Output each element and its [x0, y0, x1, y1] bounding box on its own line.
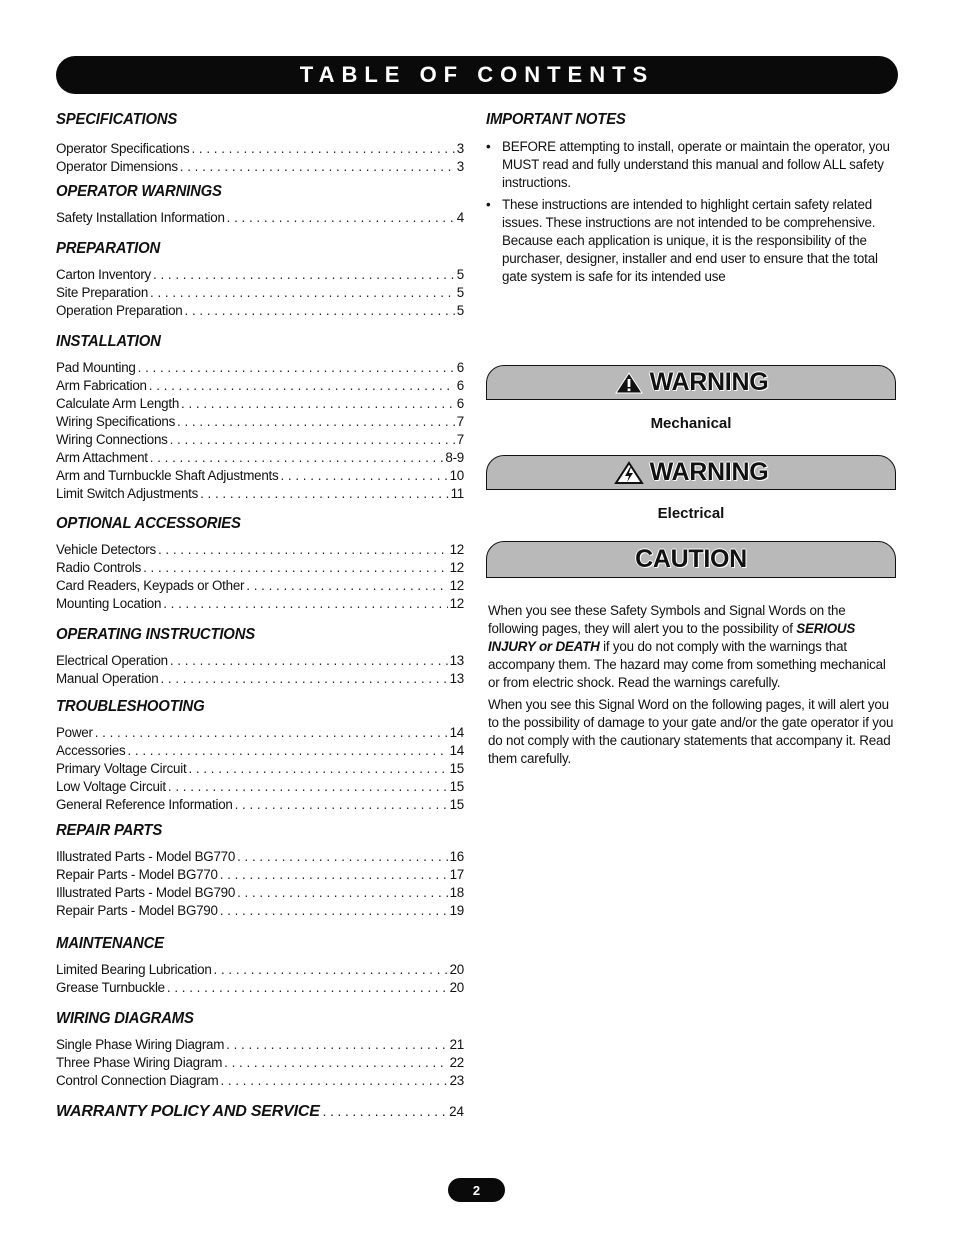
- toc-section-heading: REPAIR PARTS: [56, 822, 163, 839]
- toc-entry-page: 19: [449, 903, 464, 918]
- dot-leader: [227, 209, 455, 227]
- toc-section-heading: TROUBLESHOOTING: [56, 698, 205, 715]
- toc-entry-list: [56, 140, 464, 176]
- paragraph: When you see these Safety Symbols and Signal Words on the following pages, they will alert you to the possibility of SERIOUS INJURY or DEATH if you do not comply with the warnings that accompany them. The hazard may come from something mechanical or from electric shock. Read the warnings carefully.: [488, 603, 886, 690]
- dot-leader: [163, 595, 447, 613]
- toc-entry-page: 14: [449, 743, 464, 758]
- toc-entry-label: Wiring Connections: [56, 432, 168, 447]
- exclamation-triangle-icon: [614, 371, 644, 395]
- toc-entry: [56, 866, 464, 884]
- dot-leader: [149, 377, 455, 395]
- toc-entry: [56, 158, 464, 176]
- toc-entry-list: [56, 209, 464, 227]
- toc-entry: [56, 884, 464, 902]
- toc-entry: [56, 760, 464, 778]
- toc-entry-page: 12: [449, 560, 464, 575]
- toc-entry: [56, 577, 464, 595]
- toc-entry-page: 24: [449, 1104, 464, 1119]
- toc-entry-label: Carton Inventory: [56, 267, 151, 282]
- toc-entry-label: Arm Fabrication: [56, 378, 147, 393]
- dot-leader: [143, 559, 448, 577]
- title-bar: [56, 56, 898, 94]
- note-item: • BEFORE attempting to install, operate or maintain the operator, you MUST read and fully understand this manual and follow ALL safety instructions.: [486, 139, 890, 190]
- warning-word: WARNING: [649, 458, 769, 486]
- toc-entry: [56, 413, 464, 431]
- dot-leader: [138, 359, 455, 377]
- toc-entry-label: Repair Parts - Model BG790: [56, 903, 218, 918]
- important-notes: [486, 108, 898, 290]
- toc-entry: [56, 485, 464, 503]
- dot-leader: [127, 742, 447, 760]
- toc-entry: [56, 359, 464, 377]
- toc-entry: [56, 284, 464, 302]
- toc-entry-page: 13: [449, 671, 464, 686]
- dot-leader: [185, 302, 455, 320]
- toc-warranty-entry: [56, 1102, 464, 1122]
- toc-entry-list: [56, 848, 464, 920]
- toc-entry-label: Electrical Operation: [56, 653, 168, 668]
- dot-leader: [153, 266, 455, 284]
- toc-entry: [56, 449, 464, 467]
- toc-entry-page: 10: [449, 468, 464, 483]
- page-number: 2: [448, 1178, 505, 1202]
- toc-entry-label: Arm and Turnbuckle Shaft Adjustments: [56, 468, 279, 483]
- toc-entry-label: Control Connection Diagram: [56, 1073, 219, 1088]
- toc-entry-label: Limited Bearing Lubrication: [56, 962, 212, 977]
- toc-entry-page: 6: [456, 360, 464, 375]
- dot-leader: [235, 796, 448, 814]
- toc-entry-label: Wiring Specifications: [56, 414, 176, 429]
- toc-entry-page: 5: [456, 285, 464, 300]
- dot-leader: [158, 541, 448, 559]
- toc-entry: [56, 302, 464, 320]
- toc-entry-list: [56, 359, 464, 503]
- important-notes-heading: IMPORTANT NOTES: [486, 111, 626, 128]
- toc-entry-page: 3: [456, 141, 464, 156]
- warning-sign-electrical: [486, 455, 896, 490]
- dot-leader: [224, 1054, 447, 1072]
- toc-entry: [56, 395, 464, 413]
- dot-leader: [150, 284, 455, 302]
- toc-entry-page: 15: [449, 779, 464, 794]
- toc-entry-page: 12: [449, 596, 464, 611]
- toc-entry: [56, 1054, 464, 1072]
- dot-leader: [226, 1036, 447, 1054]
- toc-entry-list: [56, 1036, 464, 1090]
- dot-leader: [188, 760, 447, 778]
- toc-entry-label: Operator Dimensions: [56, 159, 178, 174]
- warning-sign-mechanical: [486, 365, 896, 400]
- paragraph: When you see this Signal Word on the following pages, it will alert you to the possibility of damage to your gate and/or the gate operator if you do not comply with the cautionary statements that accompany it. Read them carefully.: [488, 697, 894, 766]
- toc-entry-page: 12: [449, 542, 464, 557]
- dot-leader: [237, 884, 448, 902]
- toc-entry: [56, 209, 464, 227]
- dot-leader: [214, 961, 448, 979]
- toc-entry-page: 15: [449, 761, 464, 776]
- page-title: TABLE OF CONTENTS: [299, 62, 655, 87]
- note-item: • These instructions are intended to highlight certain safety related issues. These instructions are not intended to be comprehensive. Because each application is unique, it is the responsibility of the purchaser, designer, installer and end user to ensure that the total gate system is safe for its intended use: [486, 197, 878, 284]
- toc-entry-page: 7: [456, 432, 464, 447]
- toc-entry-label: Low Voltage Circuit: [56, 779, 166, 794]
- dot-leader: [168, 778, 448, 796]
- dot-leader: [323, 1104, 446, 1119]
- dot-leader: [177, 413, 455, 431]
- toc-entry-label: Limit Switch Adjustments: [56, 486, 199, 501]
- dot-leader: [237, 848, 448, 866]
- sign-caption-electrical: Electrical: [657, 505, 725, 522]
- dot-leader: [220, 1072, 447, 1090]
- dot-leader: [167, 979, 448, 997]
- toc-entry-label: Mounting Location: [56, 596, 162, 611]
- dot-leader: [170, 652, 448, 670]
- toc-entry-list: [56, 724, 464, 814]
- toc-entry: [56, 961, 464, 979]
- toc-entry: [56, 979, 464, 997]
- toc-entry-page: 7: [456, 414, 464, 429]
- toc-entry-label: Three Phase Wiring Diagram: [56, 1055, 223, 1070]
- toc-entry: [56, 848, 464, 866]
- toc-entry-page: 18: [449, 885, 464, 900]
- toc-entry-page: 6: [456, 378, 464, 393]
- toc-entry-label: Operation Preparation: [56, 303, 183, 318]
- toc-entry: [56, 796, 464, 814]
- toc-entry: [56, 724, 464, 742]
- toc-entry-list: [56, 961, 464, 997]
- dot-leader: [220, 902, 448, 920]
- toc-entry: [56, 140, 464, 158]
- toc-entry: [56, 431, 464, 449]
- toc-entry-page: 15: [449, 797, 464, 812]
- toc-section-heading: OPERATING INSTRUCTIONS: [56, 626, 256, 643]
- toc-entry: [56, 1036, 464, 1054]
- toc-entry: [56, 377, 464, 395]
- dot-leader: [95, 724, 448, 742]
- toc-entry-page: 22: [449, 1055, 464, 1070]
- toc-section-heading: MAINTENANCE: [56, 935, 164, 952]
- lightning-triangle-icon: [614, 461, 644, 485]
- toc-entry-page: 6: [456, 396, 464, 411]
- toc-entry-label: Manual Operation: [56, 671, 159, 686]
- toc-entry-page: 17: [449, 867, 464, 882]
- toc-entry-label: Pad Mounting: [56, 360, 136, 375]
- toc-entry-label: Accessories: [56, 743, 126, 758]
- toc-entry-list: [56, 541, 464, 613]
- toc-entry-label: Illustrated Parts - Model BG790: [56, 885, 236, 900]
- toc-entry-label: Calculate Arm Length: [56, 396, 180, 411]
- caution-word: CAUTION: [635, 545, 747, 573]
- toc-entry-label: Vehicle Detectors: [56, 542, 156, 557]
- toc-section-heading: OPERATOR WARNINGS: [56, 183, 222, 200]
- toc-entry: [56, 670, 464, 688]
- dot-leader: [181, 395, 455, 413]
- toc-entry-label: Site Preparation: [56, 285, 149, 300]
- toc-entry-label: Primary Voltage Circuit: [56, 761, 187, 776]
- toc-entry-page: 21: [449, 1037, 464, 1052]
- dot-leader: [280, 467, 447, 485]
- dot-leader: [150, 449, 444, 467]
- toc-section-heading: SPECIFICATIONS: [56, 111, 178, 128]
- toc-entry-label: General Reference Information: [56, 797, 233, 812]
- notes-list: [486, 138, 898, 286]
- dot-leader: [170, 431, 455, 449]
- toc-entry-label: Illustrated Parts - Model BG770: [56, 849, 236, 864]
- toc-entry-page: 13: [449, 653, 464, 668]
- toc-entry-page: 4: [456, 210, 464, 225]
- toc-entry-label: Power: [56, 725, 93, 740]
- toc-entry: [56, 742, 464, 760]
- toc-entry-page: 5: [456, 303, 464, 318]
- toc-entry: [56, 467, 464, 485]
- toc-entry-label: Arm Attachment: [56, 450, 148, 465]
- toc-entry-page: 16: [449, 849, 464, 864]
- toc-entry-page: 23: [449, 1073, 464, 1088]
- safety-explanation: [488, 602, 898, 772]
- toc-entry-page: 11: [450, 486, 464, 501]
- toc-entry-page: 3: [456, 159, 464, 174]
- toc-entry: [56, 652, 464, 670]
- toc-entry: [56, 778, 464, 796]
- toc-entry: [56, 1072, 464, 1090]
- toc-entry: [56, 266, 464, 284]
- toc-entry: [56, 902, 464, 920]
- dot-leader: [246, 577, 447, 595]
- toc-entry-label: Repair Parts - Model BG770: [56, 867, 218, 882]
- toc-entry-page: 8-9: [445, 450, 464, 465]
- toc-entry-label: Operator Specifications: [56, 141, 190, 156]
- toc-entry-list: [56, 652, 464, 688]
- toc-entry: [56, 595, 464, 613]
- toc-section-heading: OPTIONAL ACCESSORIES: [56, 515, 241, 532]
- warning-word: WARNING: [649, 368, 769, 396]
- toc-entry: [56, 559, 464, 577]
- dot-leader: [220, 866, 448, 884]
- dot-leader: [180, 158, 455, 176]
- toc-entry-page: 20: [449, 962, 464, 977]
- toc-section-heading: INSTALLATION: [56, 333, 161, 350]
- toc-entry-page: 5: [456, 267, 464, 282]
- dot-leader: [191, 140, 454, 158]
- caution-sign: [486, 541, 896, 578]
- toc-entry-page: 20: [449, 980, 464, 995]
- toc-entry-page: 14: [449, 725, 464, 740]
- toc-entry-label: Grease Turnbuckle: [56, 980, 165, 995]
- toc-section-heading: WARRANTY POLICY AND SERVICE: [56, 1103, 320, 1120]
- toc-section-heading: WIRING DIAGRAMS: [56, 1010, 194, 1027]
- dot-leader: [160, 670, 447, 688]
- dot-leader: [200, 485, 448, 503]
- sign-caption-mechanical: Mechanical: [650, 415, 732, 432]
- toc-entry: [56, 541, 464, 559]
- toc-entry-label: Card Readers, Keypads or Other: [56, 578, 245, 593]
- toc-entry-label: Single Phase Wiring Diagram: [56, 1037, 225, 1052]
- toc-entry-page: 12: [449, 578, 464, 593]
- toc-entry-list: [56, 266, 464, 320]
- toc-section-heading: PREPARATION: [56, 240, 161, 257]
- toc-entry-label: Radio Controls: [56, 560, 142, 575]
- toc-entry-label: Safety Installation Information: [56, 210, 225, 225]
